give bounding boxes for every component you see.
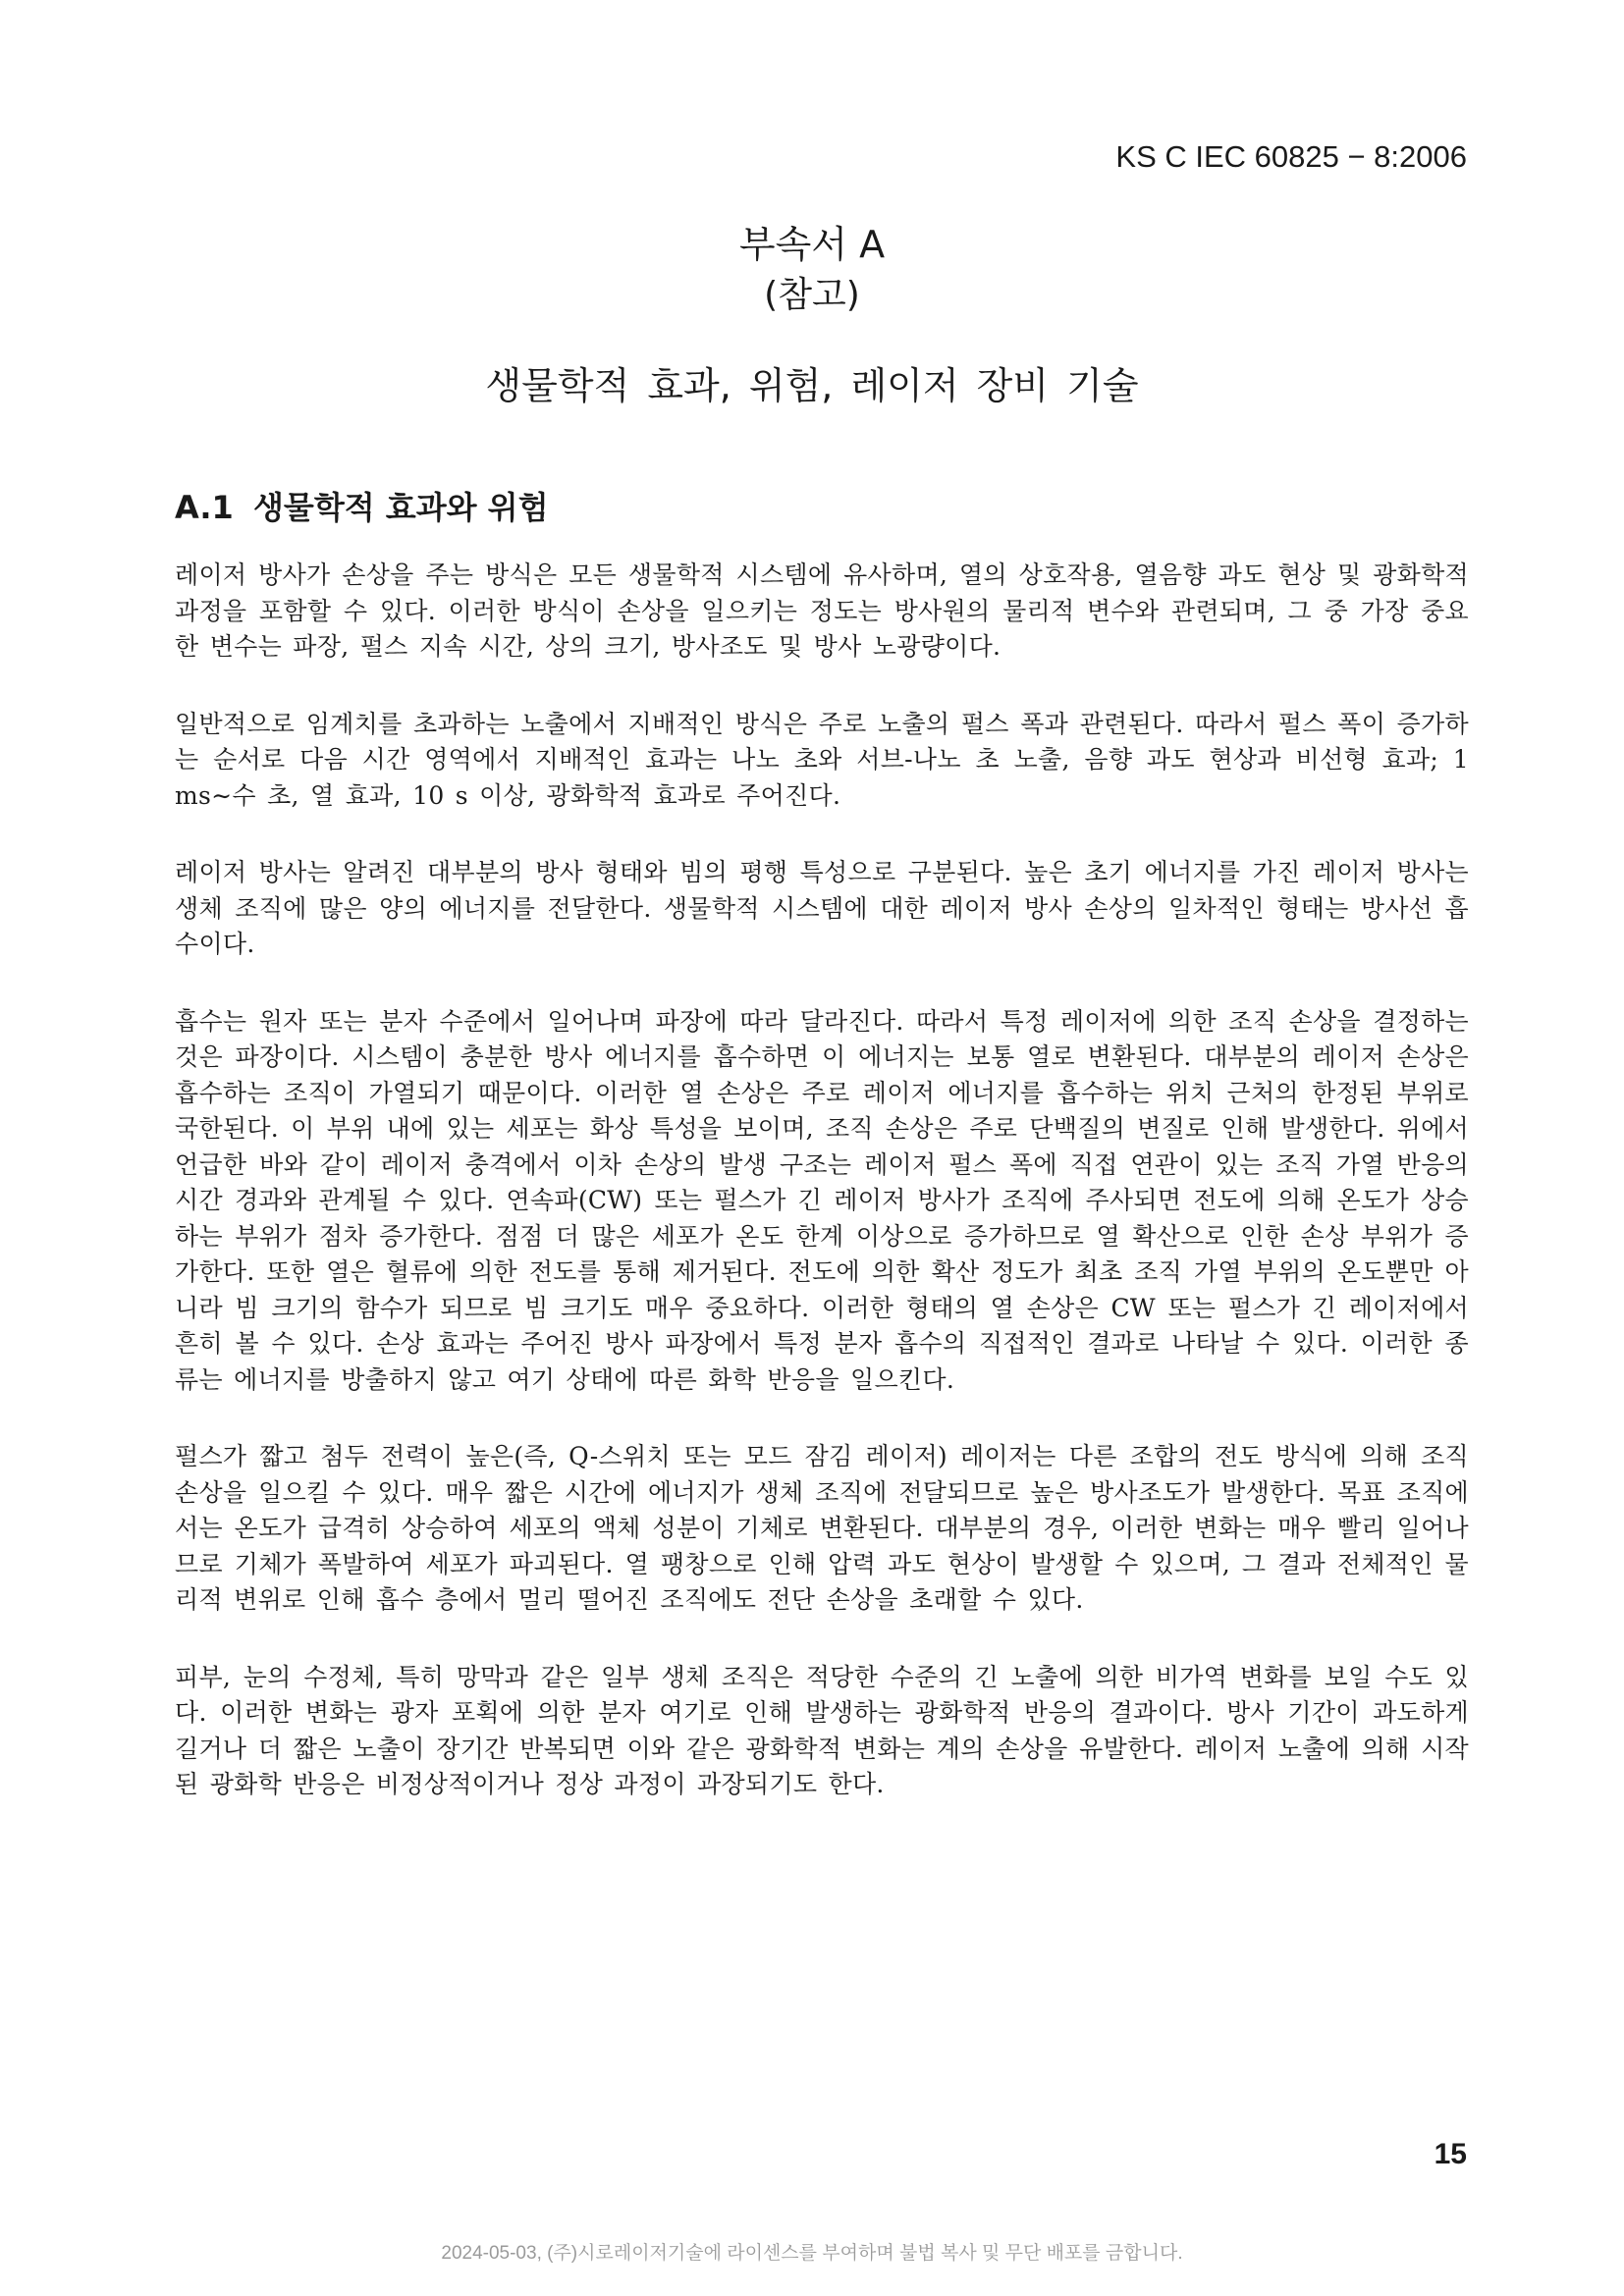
section-title: 생물학적 효과와 위험 (253, 489, 549, 526)
paragraph-5: 펄스가 짧고 첨두 전력이 높은(즉, Q-스위치 또는 모드 잠김 레이저) 레이저는 다른 조합의 전도 방식에 의해 조직 손상을 일으킬 수 있다. 매우 짧은 시간에 에너지가 생체 조직에 전달되므로 높은 방사조도가 발생한다. 목표 조직에서는 온도가 급격히 상승하여 세포의 액체 성분이 기체로 변환된다. 대부분의 경우, 이러한 변화는 매우 빨리 일어나므로 기체가 폭발하여 세포가 파괴된다. 열 팽창으로 인해 압력 과도 현상이 발생할 수 있으며, 그 결과 전체적인 물리적 변위로 인해 흡수 층에서 멀리 떨어진 조직에도 전단 손상을 초래할 수 있다. (175, 1442, 1469, 1614)
paragraph-3: 레이저 방사는 알려진 대부분의 방사 형태와 빔의 평행 특성으로 구분된다. 높은 초기 에너지를 가진 레이저 방사는 생체 조직에 많은 양의 에너지를 전달한다. 생물학적 시스템에 대한 레이저 방사 손상의 일차적인 형태는 방사선 흡수이다. (175, 858, 1469, 958)
license-notice: 2024-05-03, (주)시로레이저기술에 라이센스를 부여하며 불법 복사 및 무단 배포를 금합니다. (441, 2243, 1183, 2264)
body-text (175, 558, 1469, 1844)
document-id: KS C IEC 60825 − 8:2006 (1115, 139, 1467, 174)
paragraph-1: 레이저 방사가 손상을 주는 방식은 모든 생물학적 시스템에 유사하며, 열의 상호작용, 열음향 과도 현상 및 광화학적 과정을 포함할 수 있다. 이러한 방식이 손상을 일으키는 정도는 방사원의 물리적 변수와 관련되며, 그 중 가장 중요한 변수는 파장, 펄스 지속 시간, 상의 크기, 방사조도 및 방사 노광량이다. (175, 561, 1469, 661)
paragraph-4: 흡수는 원자 또는 분자 수준에서 일어나며 파장에 따라 달라진다. 따라서 특정 레이저에 의한 조직 손상을 결정하는 것은 파장이다. 시스템이 충분한 방사 에너지를 흡수하면 이 에너지는 보통 열로 변환된다. 대부분의 레이저 손상은 흡수하는 조직이 가열되기 때문이다. 이러한 열 손상은 주로 레이저 에너지를 흡수하는 위치 근처의 한정된 부위로 국한된다. 이 부위 내에 있는 세포는 화상 특성을 보이며, 조직 손상은 주로 단백질의 변질로 인해 발생한다. 위에서 언급한 바와 같이 레이저 충격에서 이차 손상의 발생 구조는 레이저 펄스 폭에 직접 연관이 있는 조직 가열 반응의 시간 경과와 관계될 수 있다. 연속파(CW) 또는 펄스가 긴 레이저 방사가 조직에 주사되면 전도에 의해 온도가 상승하는 부위가 점차 증가한다. 점점 더 많은 세포가 온도 한계 이상으로 증가하므로 열 확산으로 인한 손상 부위가 증가한다. 또한 열은 혈류에 의한 전도를 통해 제거된다. 전도에 의한 확산 정도가 최초 조직 가열 부위의 온도뿐만 아니라 빔 크기의 함수가 되므로 빔 크기도 매우 중요하다. 이러한 형태의 열 손상은 CW 또는 펄스가 긴 레이저에서 흔히 볼 수 있다. 손상 효과는 주어진 방사 파장에서 특정 분자 흡수의 직접적인 결과로 나타날 수 있다. 이러한 종류는 에너지를 방출하지 않고 여기 상태에 따른 화학 반응을 일으킨다. (175, 1006, 1469, 1394)
paragraph-2: 일반적으로 임계치를 초과하는 노출에서 지배적인 방식은 주로 노출의 펄스 폭과 관련된다. 따라서 펄스 폭이 증가하는 순서로 다음 시간 영역에서 지배적인 효과는 나노 초와 서브-나노 초 노출, 음향 과도 현상과 비선형 효과; 1 ms∼수 초, 열 효과, 10 s 이상, 광화학적 효과로 주어진다. (175, 709, 1469, 810)
section-number: A.1 (175, 489, 234, 526)
annex-title: 부속서 A (738, 223, 886, 266)
page-number: 15 (1434, 2138, 1467, 2170)
paragraph-6: 피부, 눈의 수정체, 특히 망막과 같은 일부 생체 조직은 적당한 수준의 긴 노출에 의한 비가역 변화를 보일 수도 있다. 이러한 변화는 광자 포획에 의한 분자 여기로 인해 발생하는 광화학적 반응의 결과이다. 방사 기간이 과도하게 길거나 더 짧은 노출이 장기간 반복되면 이와 같은 광화학적 변화는 계의 손상을 유발한다. 레이저 노출에 의해 시작된 광화학 반응은 비정상적이거나 정상 과정이 과장되기도 한다. (175, 1662, 1469, 1798)
annex-subtitle: (참고) (764, 275, 860, 315)
annex-main-title: 생물학적 효과, 위험, 레이저 장비 기술 (485, 364, 1139, 407)
section-heading (175, 483, 549, 528)
